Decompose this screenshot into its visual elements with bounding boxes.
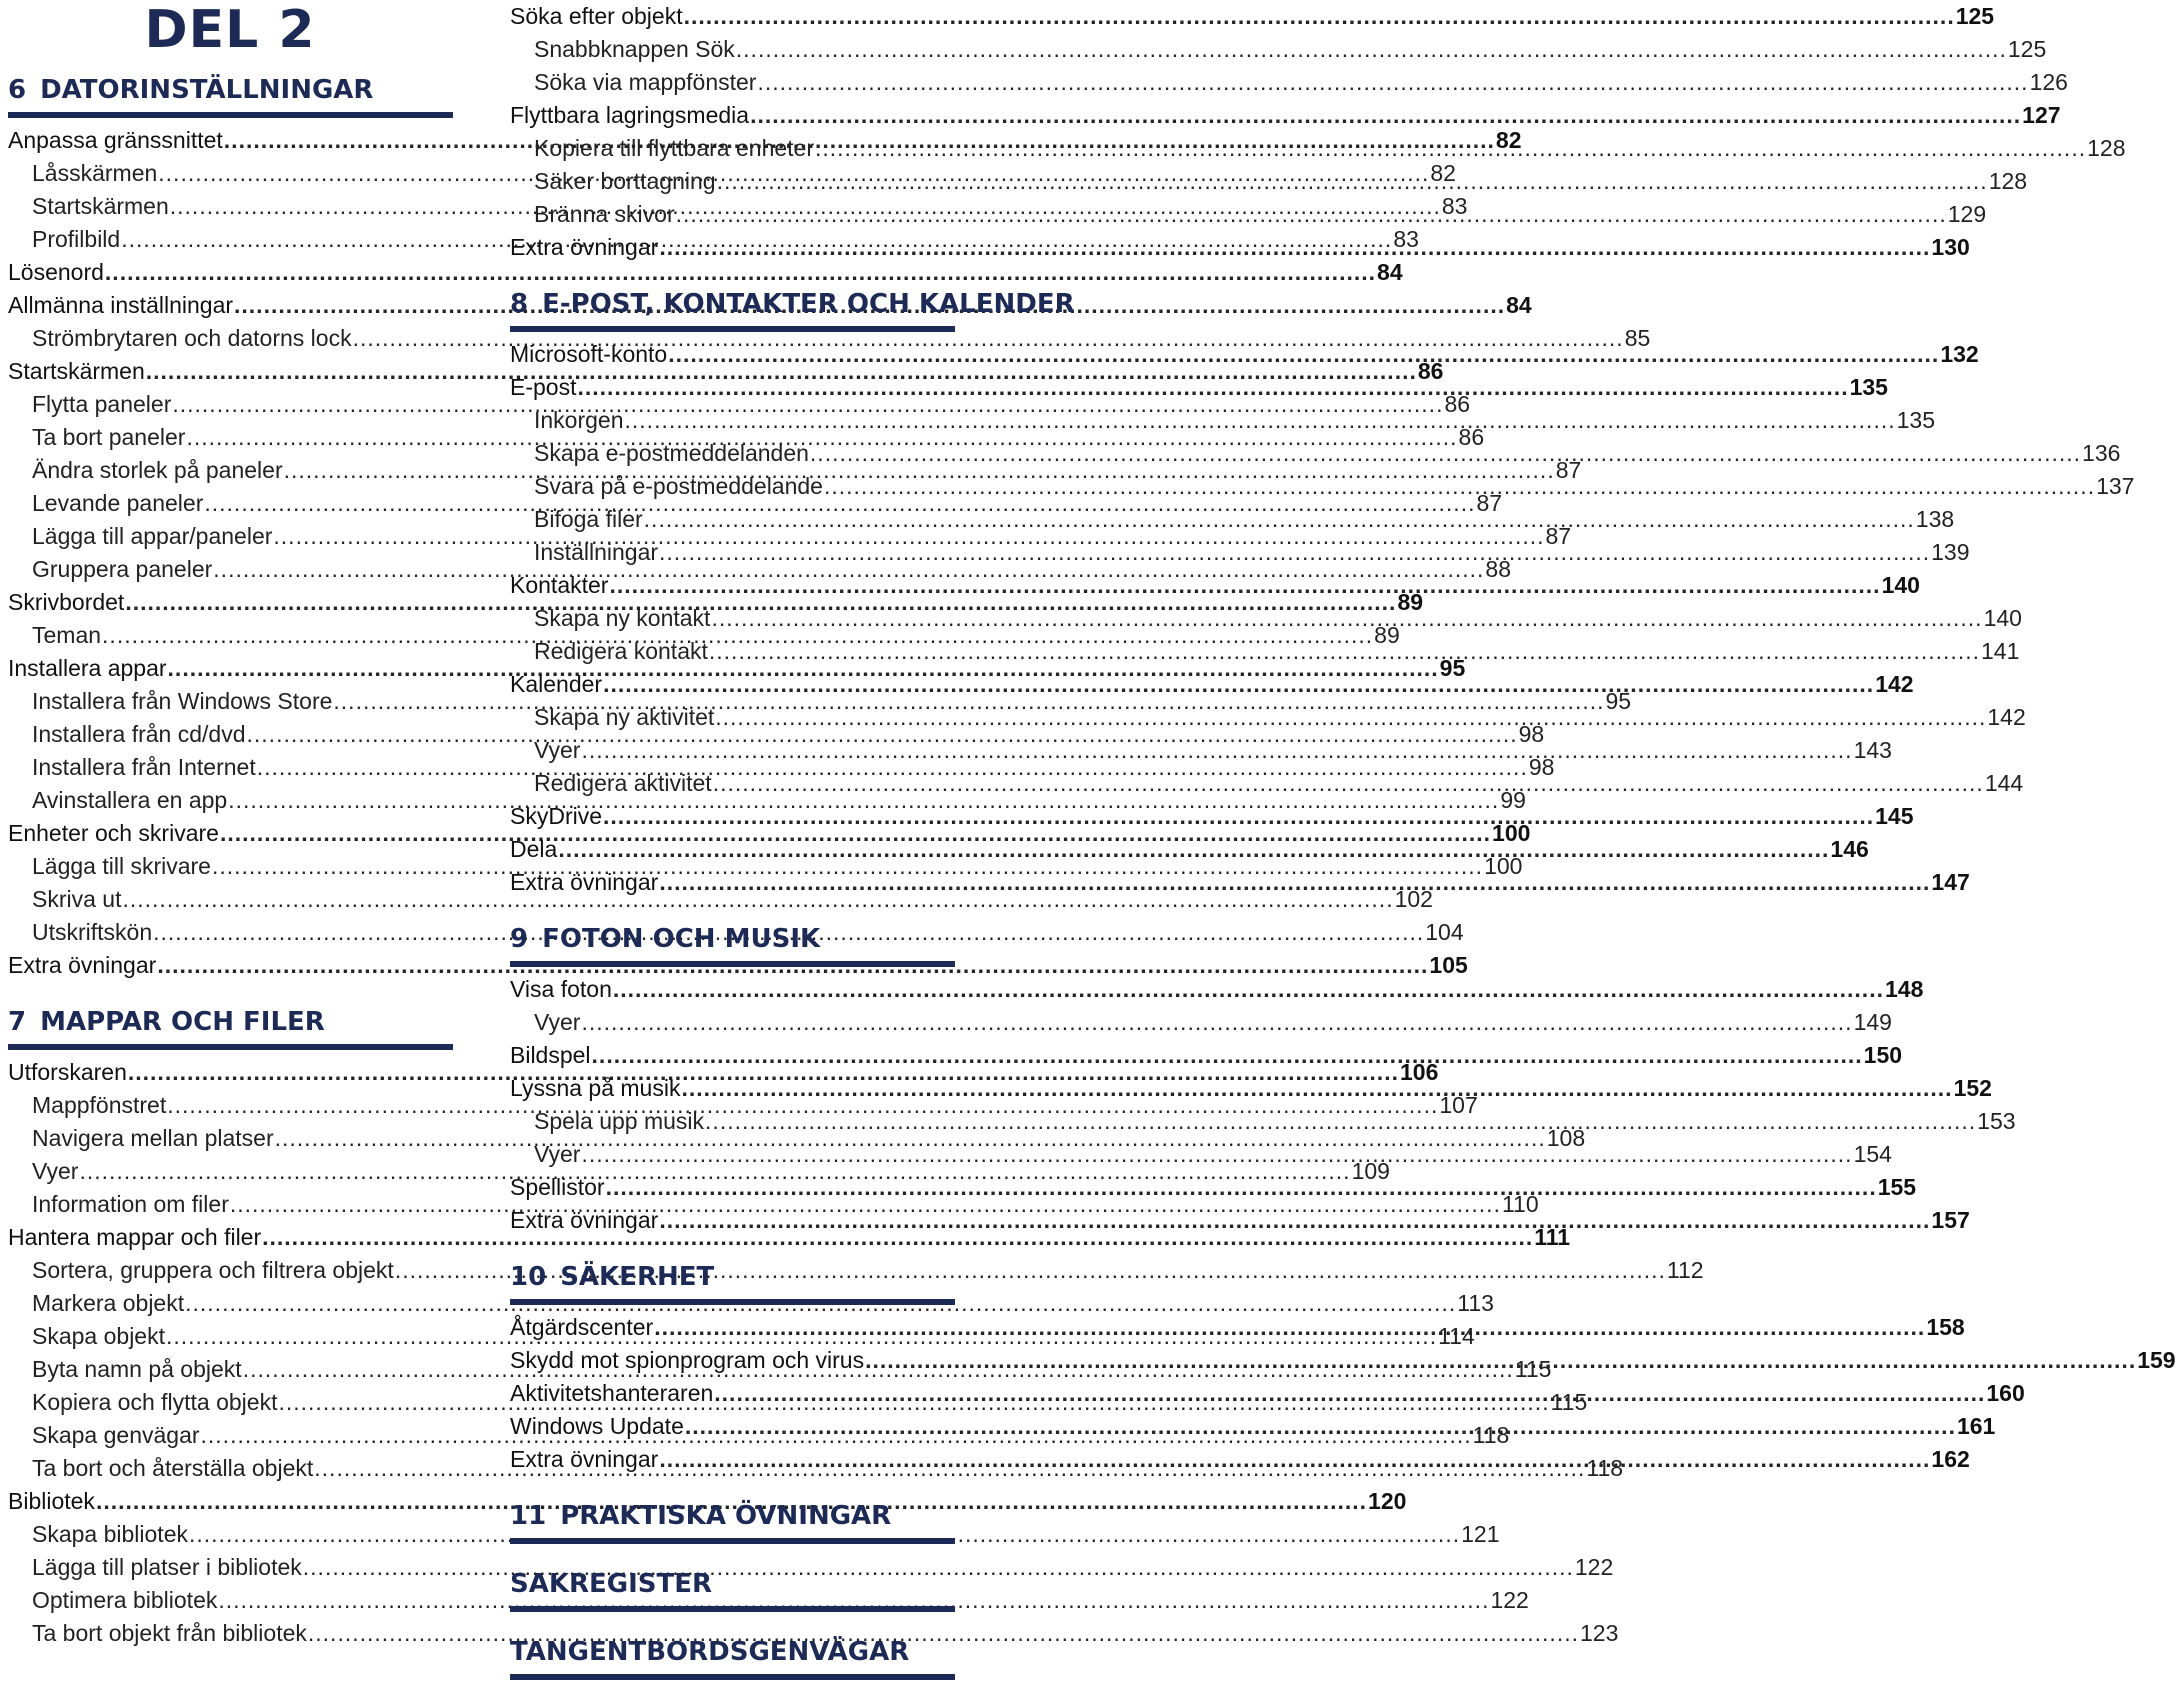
toc-section-entry[interactable] [8, 949, 1468, 982]
page-number: 136 [2082, 440, 2121, 466]
entry-title: Strömbrytaren och datorns lock [32, 325, 352, 351]
page-number: 158 [1926, 1314, 1965, 1340]
entry-title: Svara på e-postmeddelande [534, 473, 823, 499]
entry-title: Navigera mellan platser [32, 1125, 274, 1151]
entry-title: Skapa ny aktivitet [534, 704, 715, 730]
page-number: 86 [1444, 391, 1471, 417]
page-number: 139 [1931, 539, 1970, 565]
page-number: 83 [1441, 193, 1468, 219]
page-number: 129 [1947, 201, 1987, 227]
entry-title: Startskärmen [32, 193, 169, 219]
dot-leader [659, 866, 1930, 899]
page-number: 150 [1863, 1042, 1903, 1068]
chapter-title: SÄKERHET [560, 1262, 715, 1292]
entry-title: Flytta paneler [32, 391, 172, 417]
dot-leader [705, 1105, 1976, 1138]
chapter-number: 8 [510, 289, 529, 319]
entry-title: Lägga till skrivare [32, 853, 211, 879]
entry-title: Ta bort objekt från bibliotek [32, 1620, 307, 1646]
dot-leader [625, 404, 1896, 437]
entry-title: Bränna skivor [534, 201, 675, 227]
entry-title: Skydd mot spionprogram och virus [510, 1347, 865, 1373]
entry-title: Visa foton [510, 976, 612, 1002]
dot-leader [659, 536, 1930, 569]
toc-subsection-entry[interactable] [510, 1006, 1892, 1039]
page-number: 87 [1545, 523, 1572, 549]
chapter-heading [510, 286, 1075, 322]
page-number: 125 [1955, 3, 1995, 29]
entry-title: Windows Update [510, 1413, 684, 1439]
page-number: 111 [1534, 1224, 1571, 1250]
page-number: 84 [1506, 292, 1532, 318]
entry-title: Allmänna inställningar [8, 292, 234, 318]
dot-leader [715, 701, 1986, 734]
page-number: 135 [1896, 407, 1935, 433]
chapter-title: FOTON OCH MUSIK [542, 924, 821, 954]
page-number: 98 [1518, 721, 1545, 747]
page-number: 88 [1485, 556, 1511, 582]
dot-leader [606, 1171, 1877, 1204]
entry-title: Lägga till appar/paneler [32, 523, 273, 549]
toc-subsection-entry[interactable] [8, 1518, 1500, 1551]
page-number: 95 [1439, 655, 1466, 681]
page-number: 89 [1397, 589, 1424, 615]
chapter-heading [8, 72, 453, 108]
chapter-rule [8, 1044, 453, 1050]
chapter-rule [510, 961, 955, 967]
entry-title: Microsoft-konto [510, 341, 668, 367]
entry-title: Startskärmen [8, 358, 145, 384]
chapter-number: 10 [510, 1262, 547, 1292]
dot-leader [581, 1006, 1852, 1039]
page-number: 106 [1399, 1059, 1439, 1085]
entry-title: Optimera bibliotek [32, 1587, 218, 1613]
entry-title: Installera från cd/dvd [32, 721, 246, 747]
chapter-title: TANGENTBORDSGENVÄGAR [510, 1637, 910, 1667]
page-number: 112 [1666, 1257, 1704, 1283]
entry-title: Installera från Windows Store [32, 688, 333, 714]
page-number: 155 [1877, 1174, 1917, 1200]
page-number: 141 [1981, 638, 2020, 664]
entry-title: Teman [32, 622, 102, 648]
toc-section-entry[interactable] [8, 1221, 1571, 1254]
chapter-title: SAKREGISTER [510, 1569, 713, 1599]
dot-leader [592, 1039, 1863, 1072]
page-number: 105 [1429, 952, 1468, 978]
entry-title: Extra övningar [510, 234, 659, 260]
page-number: 87 [1555, 457, 1582, 483]
chapter-rule [510, 1606, 955, 1612]
toc-section-entry[interactable] [510, 99, 2061, 132]
entry-title: Installera från Internet [32, 754, 256, 780]
entry-title: Skapa bibliotek [32, 1521, 188, 1547]
dot-leader [709, 635, 1980, 668]
page-number: 84 [1377, 259, 1403, 285]
page-number: 144 [1984, 770, 2024, 796]
entry-title: Enheter och skrivare [8, 820, 219, 846]
dot-leader [577, 371, 1848, 404]
page-number: 122 [1490, 1587, 1529, 1613]
page-number: 126 [2029, 69, 2068, 95]
page-number: 113 [1457, 1290, 1494, 1316]
entry-title: Gruppera paneler [32, 556, 213, 582]
entry-title: Extra övningar [510, 869, 659, 895]
page-number: 162 [1931, 1446, 1970, 1472]
entry-title: Flyttbara lagringsmedia [510, 102, 750, 128]
entry-title: Vyer [534, 1141, 581, 1167]
entry-title: Redigera kontakt [534, 638, 708, 664]
page-number: 140 [1983, 605, 2022, 631]
entry-title: Inkorgen [534, 407, 624, 433]
entry-title: Installera appar [8, 655, 167, 681]
page-number: 161 [1956, 1413, 1996, 1439]
page-number: 121 [1461, 1521, 1500, 1547]
dot-leader [676, 198, 1947, 231]
page-number: 82 [1495, 127, 1522, 153]
dot-leader [659, 1204, 1930, 1237]
page-number: 132 [1940, 341, 1979, 367]
page-number: 114 [1438, 1323, 1475, 1349]
toc-subsection-entry[interactable] [8, 883, 1433, 916]
entry-title: Kopiera till flyttbara enheter [534, 135, 814, 161]
page-number: 143 [1853, 737, 1892, 763]
entry-title: Spellistor [510, 1174, 605, 1200]
page-number: 154 [1853, 1141, 1892, 1167]
page-number: 118 [1472, 1422, 1510, 1448]
entry-title: Kopiera och flytta objekt [32, 1389, 278, 1415]
chapter-rule [510, 1299, 955, 1305]
chapter-title: PRAKTISKA ÖVNINGAR [560, 1501, 892, 1531]
entry-title: Dela [510, 836, 558, 862]
entry-title: Lägga till platser i bibliotek [32, 1554, 302, 1580]
page-number: 110 [1501, 1191, 1539, 1217]
dot-leader [659, 231, 1930, 264]
chapter-heading [510, 1566, 955, 1602]
entry-title: Söka efter objekt [510, 3, 683, 29]
dot-leader [684, 0, 1955, 33]
page-number: 95 [1605, 688, 1632, 714]
page-number: 82 [1430, 160, 1456, 186]
dot-leader [750, 99, 2021, 132]
dot-leader [609, 569, 1880, 602]
entry-title: Låsskärmen [32, 160, 158, 186]
entry-title: Anpassa gränssnittet [8, 127, 223, 153]
page-number: 128 [2087, 135, 2126, 161]
dot-leader [711, 602, 1982, 635]
chapter-rule [8, 112, 453, 118]
chapter-title: E-POST, KONTAKTER OCH KALENDER [542, 289, 1075, 319]
page-number: 157 [1931, 1207, 1970, 1233]
entry-title: Söka via mappfönster [534, 69, 757, 95]
page-number: 100 [1492, 820, 1531, 846]
entry-title: Profilbild [32, 226, 121, 252]
page-number: 153 [1977, 1108, 2016, 1134]
toc-section-entry[interactable] [510, 0, 1995, 33]
page-number: 138 [1915, 506, 1955, 532]
chapter-title: MAPPAR OCH FILER [40, 1007, 325, 1037]
entry-title: Skriva ut [32, 886, 122, 912]
entry-title: Skapa ny kontakt [534, 605, 711, 631]
dot-leader [685, 1410, 1956, 1443]
entry-title: Aktivitetshanteraren [510, 1380, 714, 1406]
dot-leader [713, 767, 1984, 800]
page-number: 140 [1881, 572, 1920, 598]
entry-title: Redigera aktivitet [534, 770, 712, 796]
entry-title: Mappfönstret [32, 1092, 167, 1118]
entry-title: Åtgärdscenter [510, 1314, 654, 1340]
entry-title: SkyDrive [510, 803, 603, 829]
dot-leader [810, 437, 2081, 470]
toc-section-entry[interactable] [8, 256, 1403, 289]
chapter-title: DATORINSTÄLLNINGAR [40, 75, 374, 105]
entry-title: Extra övningar [510, 1446, 659, 1472]
entry-title: Kalender [510, 671, 603, 697]
chapter-rule [510, 326, 955, 332]
entry-title: Levande paneler [32, 490, 204, 516]
dot-leader [603, 800, 1874, 833]
page-number: 108 [1546, 1125, 1586, 1151]
page-number: 115 [1550, 1389, 1588, 1415]
page-number: 86 [1458, 424, 1485, 450]
page-number: 118 [1586, 1455, 1624, 1481]
dot-leader [714, 1377, 1985, 1410]
entry-title: Spela upp musik [534, 1108, 705, 1134]
page-number: 86 [1417, 358, 1444, 384]
page-number: 149 [1853, 1009, 1892, 1035]
page-number: 109 [1351, 1158, 1390, 1184]
page-number: 125 [2007, 36, 2047, 62]
page-number: 87 [1476, 490, 1503, 516]
entry-title: Utskriftskön [32, 919, 153, 945]
entry-title: Lyssna på musik [510, 1075, 681, 1101]
page-number: 137 [2096, 473, 2135, 499]
dot-leader [603, 668, 1874, 701]
dot-leader [681, 1072, 1952, 1105]
dot-leader [659, 1443, 1930, 1476]
page-number: 89 [1374, 622, 1400, 648]
entry-title: Sortera, gruppera och filtrera objekt [32, 1257, 394, 1283]
page-number: 142 [1987, 704, 2026, 730]
entry-title: Skapa genvägar [32, 1422, 200, 1448]
chapter-number: 11 [510, 1501, 547, 1531]
dot-leader [668, 338, 1939, 371]
page-number: 160 [1986, 1380, 2025, 1406]
entry-title: Bibliotek [8, 1488, 95, 1514]
page-number: 104 [1425, 919, 1464, 945]
entry-title: Ta bort och återställa objekt [32, 1455, 314, 1481]
entry-title: Vyer [534, 1009, 581, 1035]
chapter-heading [510, 1634, 955, 1670]
page-number: 130 [1931, 234, 1970, 260]
chapter-heading [8, 1004, 453, 1040]
dot-leader [654, 1311, 1925, 1344]
chapter-number: 6 [8, 75, 27, 105]
chapter-number: 7 [8, 1007, 27, 1037]
entry-title: Skapa e-postmeddelanden [534, 440, 809, 466]
chapter-heading [510, 1498, 955, 1534]
entry-title: Extra övningar [510, 1207, 659, 1233]
dot-leader [558, 833, 1829, 866]
dot-leader [736, 33, 2007, 66]
entry-title: Avinstallera en app [32, 787, 228, 813]
chapter-heading [510, 1259, 955, 1295]
toc-subsection-entry[interactable] [510, 33, 2047, 66]
dot-leader [865, 1344, 2136, 1377]
entry-title: Information om filer [32, 1191, 229, 1217]
entry-title: Lösenord [8, 259, 104, 285]
entry-title: Ta bort paneler [32, 424, 186, 450]
page-number: 128 [1988, 168, 2028, 194]
page-number: 127 [2022, 102, 2061, 128]
part-title: DEL 2 [144, 0, 316, 60]
chapter-rule [510, 1538, 955, 1544]
entry-title: Skrivbordet [8, 589, 125, 615]
page-number: 102 [1394, 886, 1433, 912]
page-number: 107 [1439, 1092, 1478, 1118]
page-number: 147 [1931, 869, 1970, 895]
page-number: 120 [1368, 1488, 1407, 1514]
toc-section-entry[interactable] [510, 973, 1924, 1006]
page-number: 135 [1849, 374, 1888, 400]
toc-subsection-entry[interactable] [8, 1287, 1494, 1320]
page-number: 85 [1624, 325, 1651, 351]
entry-title: Snabbknappen Sök [534, 36, 735, 62]
entry-title: Kontakter [510, 572, 609, 598]
page-number: 98 [1528, 754, 1555, 780]
entry-title: Ändra storlek på paneler [32, 457, 283, 483]
page-number: 159 [2137, 1347, 2176, 1373]
entry-title: Utforskaren [8, 1059, 127, 1085]
dot-leader [581, 734, 1852, 767]
entry-title: Hantera mappar och filer [8, 1224, 262, 1250]
page-number: 122 [1574, 1554, 1614, 1580]
page-number: 142 [1875, 671, 1914, 697]
entry-title: Bifoga filer [534, 506, 643, 532]
page-number: 99 [1500, 787, 1526, 813]
entry-title: Vyer [32, 1158, 79, 1184]
chapter-rule [510, 1674, 955, 1680]
entry-title: Säker borttagning [534, 168, 716, 194]
dot-leader [613, 973, 1884, 1006]
toc-subsection-entry[interactable] [8, 1617, 1619, 1650]
dot-leader [824, 470, 2095, 503]
toc-subsection-entry[interactable] [510, 66, 2068, 99]
entry-title: Byta namn på objekt [32, 1356, 242, 1382]
entry-title: Inställningar [534, 539, 659, 565]
dot-leader [717, 165, 1988, 198]
page-number: 145 [1875, 803, 1914, 829]
page-number: 83 [1393, 226, 1419, 252]
page-number: 148 [1884, 976, 1924, 1002]
page-number: 152 [1953, 1075, 1992, 1101]
chapter-heading [510, 921, 955, 957]
page-number: 115 [1514, 1356, 1552, 1382]
page-number: 100 [1484, 853, 1523, 879]
page-number: 123 [1580, 1620, 1619, 1646]
page-number: 146 [1830, 836, 1869, 862]
chapter-number: 9 [510, 924, 529, 954]
entry-title: Vyer [534, 737, 581, 763]
dot-leader [815, 132, 2086, 165]
dot-leader [644, 503, 1915, 536]
entry-title: E-post [510, 374, 577, 400]
dot-leader [581, 1138, 1852, 1171]
entry-title: Skapa objekt [32, 1323, 165, 1349]
entry-title: Extra övningar [8, 952, 157, 978]
dot-leader [757, 66, 2028, 99]
entry-title: Markera objekt [32, 1290, 185, 1316]
entry-title: Bildspel [510, 1042, 591, 1068]
